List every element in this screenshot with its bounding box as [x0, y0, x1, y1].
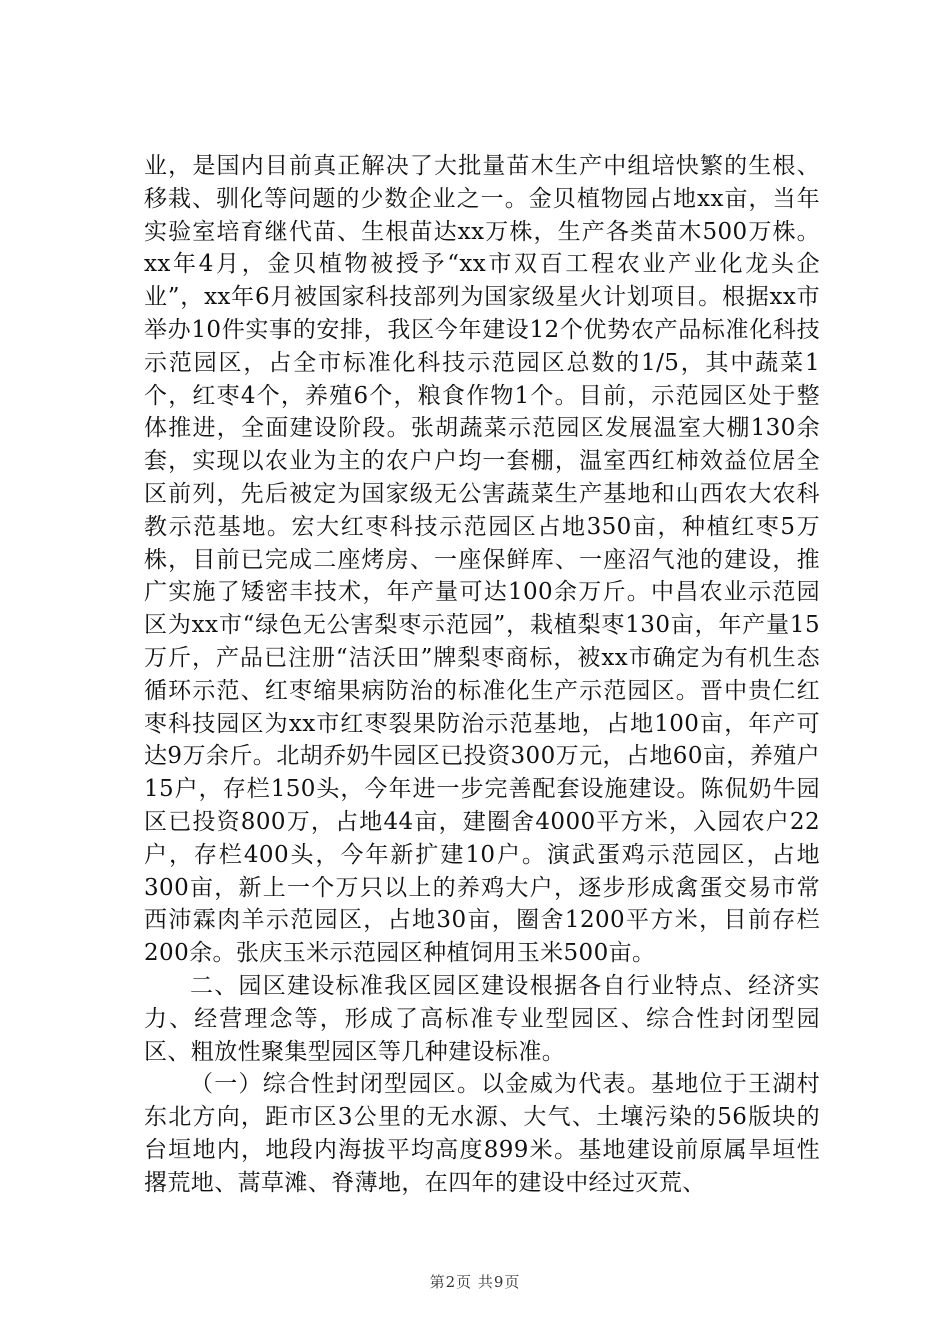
- page-number-footer: 第2页 共9页: [429, 1273, 521, 1291]
- paragraph-subsection-one: （一）综合性封闭型园区。以金威为代表。基地位于王湖村东北方向，距市区3公里的无水源、大气、土壤污染的56版块的台垣地内，地段内海拔平均高度899米。基地建设前原属旱垣性撂荒地、蒿草滩、脊薄地，在四年的建设中经过灭荒、: [144, 1071, 820, 1196]
- paragraph-section-two: 二、园区建设标准我区园区建设根据各自行业特点、经济实力、经营理念等，形成了高标准专业型园区、综合性封闭型园区、粗放性聚集型园区等几种建设标准。: [144, 972, 820, 1065]
- paragraph-continuation: 业，是国内目前真正解决了大批量苗木生产中组培快繁的生根、移栽、驯化等问题的少数企业之一。金贝植物园占地xx亩，当年实验室培育继代苗、生根苗达xx万株，生产各类苗木500万株。xx年4月，金贝植物被授予“xx市双百工程农业产业化龙头企业”，xx年6月被国家科技部列为国家级星火计划项目。根据xx市举办10件实事的安排，我区今年建设12个优势农产品标准化科技示范园区，占全市标准化科技示范园区总数的1/5，其中蔬菜1个，红枣4个，养殖6个，粮食作物1个。目前，示范园区处于整体推进，全面建设阶段。张胡蔬菜示范园区发展温室大棚130余套，实现以农业为主的农户户均一套棚，温室西红柿效益位居全区前列，先后被定为国家级无公害蔬菜生产基地和山西农大农科教示范基地。宏大红枣科技示范园区占地350亩，种植红枣5万株，目前已完成二座烤房、一座保鲜库、一座沼气池的建设，推广实施了矮密丰技术，年产量可达100余万斤。中昌农业示范园区为xx市“绿色无公害梨枣示范园”，栽植梨枣130亩，年产量15万斤，产品已注册“洁沃田”牌梨枣商标，被xx市确定为有机生态循环示范、红枣缩果病防治的标准化生产示范园区。晋中贵仁红枣科技园区为xx市红枣裂果防治示范基地，占地100亩，年产可达9万余斤。北胡乔奶牛园区已投资300万元，占地60亩，养殖户15户，存栏150头，今年进一步完善配套设施建设。陈侃奶牛园区已投资800万，占地44亩，建圈舍4000平方米，入园农户22户，存栏400头，今年新扩建10户。演武蛋鸡示范园区，占地300亩，新上一个万只以上的养鸡大户，逐步形成禽蛋交易市常西沛霖肉羊示范园区，占地30亩，圈舍1200平方米，目前存栏200余。张庆玉米示范园区种植饲用玉米500亩。: [144, 153, 820, 967]
- document-body: [144, 150, 820, 1200]
